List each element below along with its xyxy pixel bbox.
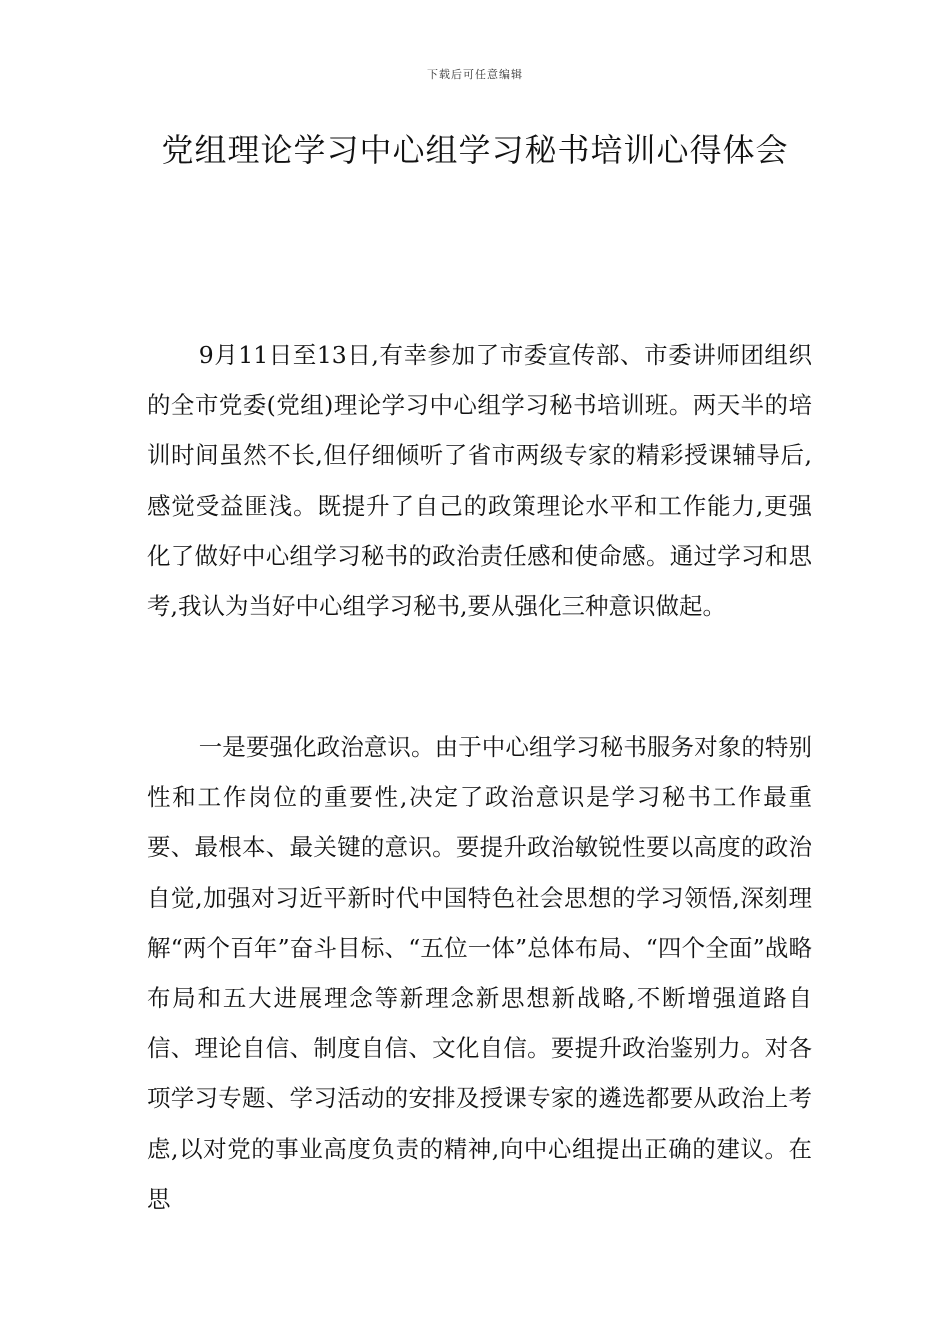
body-paragraph-1: 9月11日至13日,有幸参加了市委宣传部、市委讲师团组织的全市党委(党组)理论学习中心组学习秘书培训班。两天半的培训时间虽然不长,但仔细倾听了省市两级专家的精彩授课辅导后,感觉受益匪浅。既提升了自己的政策理论水平和工作能力,更强化了做好中心组学习秘书的政治责任感和使命感。通过学习和思考,我认为当好中心组学习秘书,要从强化三种意识做起。 bbox=[147, 341, 812, 621]
document-title: 党组理论学习中心组学习秘书培训心得体会 bbox=[161, 131, 789, 169]
body-paragraph-2: 一是要强化政治意识。由于中心组学习秘书服务对象的特别性和工作岗位的重要性,决定了政治意识是学习秘书工作最重要、最根本、最关键的意识。要提升政治敏锐性要以高度的政治自觉,加强对习近平新时代中国特色社会思想的学习领悟,深刻理解“两个百年”奋斗目标、“五位一体”总体布局、“四个全面”战略布局和五大进展理念等新理念新思想新战略,不断增强道路自信、理论自信、制度自信、文化自信。要提升政治鉴别力。对各项学习专题、学习活动的安排及授课专家的遴选都要从政治上考虑,以对党的事业高度负责的精神,向中心组提出正确的建议。在思 bbox=[147, 733, 812, 1213]
page-header-note: 下载后可任意编辑 bbox=[427, 68, 523, 81]
